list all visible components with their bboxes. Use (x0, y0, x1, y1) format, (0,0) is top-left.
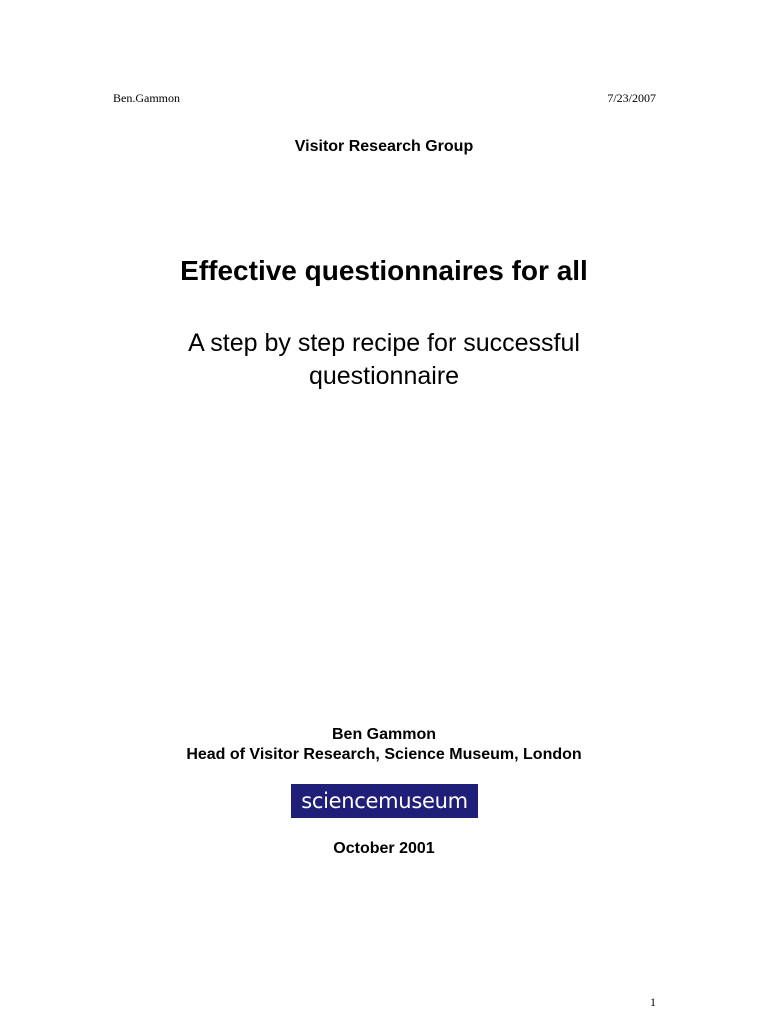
author-name: Ben Gammon (331, 726, 436, 743)
author-role: Head of Visitor Research, Science Museum, London (186, 746, 582, 763)
page-number: 1 (650, 995, 656, 1009)
organization-name: Visitor Research Group (294, 138, 474, 155)
header-date: 7/23/2007 (607, 91, 656, 105)
header-author: Ben.Gammon (113, 91, 180, 105)
subtitle-line-2: questionnaire (308, 362, 460, 390)
subtitle-line-1: A step by step recipe for successful (188, 329, 580, 357)
document-title: Effective questionnaires for all (180, 255, 588, 286)
document-subtitle (0, 327, 768, 393)
science-museum-logo: sciencemuseum (291, 784, 478, 818)
publication-date: October 2001 (333, 840, 435, 857)
